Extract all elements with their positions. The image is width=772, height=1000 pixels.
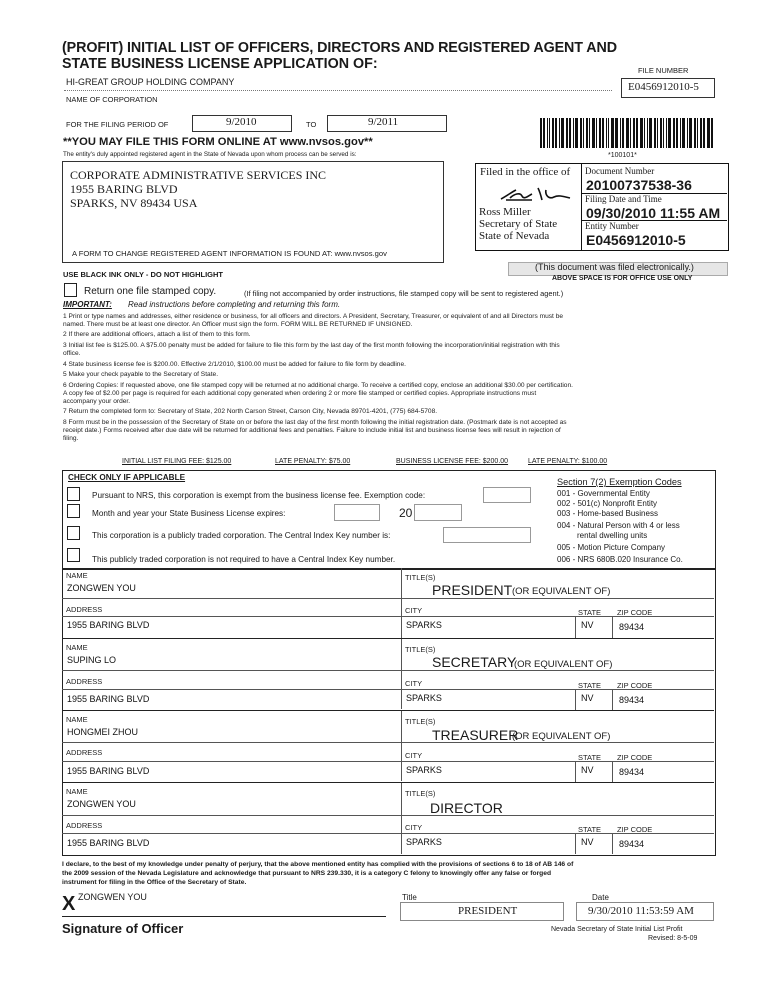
officer-address[interactable]: 1955 BARING BLVD [67, 766, 150, 776]
titles-label: TITLE(S) [405, 573, 436, 582]
period-to-value: 9/2011 [368, 116, 399, 128]
doc-number-value: 20100737538-36 [586, 177, 692, 193]
doc-number-label: Document Number [585, 166, 655, 176]
publicly-traded-checkbox[interactable] [67, 526, 80, 540]
no-cik-text: This publicly traded corporation is not required to have a Central Index Key number. [92, 555, 396, 564]
corporation-name: HI-GREAT GROUP HOLDING COMPANY [66, 77, 235, 87]
officer-state[interactable]: NV [581, 837, 594, 847]
name-label: NAME [66, 787, 88, 796]
exemption-code: 003 - Home-based Business [557, 509, 658, 518]
return-copy-strong: Return one file stamped copy. [84, 286, 217, 297]
officer-address[interactable]: 1955 BARING BLVD [67, 620, 150, 630]
form-title-line1: (PROFIT) INITIAL LIST OF OFFICERS, DIRECTORS AND REGISTERED AGENT AND [62, 40, 617, 56]
to-label: TO [306, 120, 317, 129]
state-label: STATE [578, 608, 602, 617]
officer-state[interactable]: NV [581, 765, 594, 775]
name-of-corporation-label: NAME OF CORPORATION [66, 95, 158, 104]
city-label: CITY [405, 606, 423, 615]
period-from-value: 9/2010 [226, 116, 257, 128]
instruction-item: 7 Return the completed form to: Secretary of State, 202 North Carson Street, Carson City, Nevada 89701-4201, (775) 684-5708. [63, 408, 438, 415]
exempt-option-text: Pursuant to NRS, this corporation is exempt from the business license fee. Exemption code: [92, 491, 426, 500]
officer-state[interactable]: NV [581, 620, 594, 630]
filed-in-text: Filed in the office of [480, 166, 571, 178]
exemption-codes-title: Section 7(2) Exemption Codes [557, 477, 682, 487]
instruction-item: 6 Ordering Copies: If requested above, one file stamped copy will be returned at no additional charge. To receive a certified copy, enclose an additional $30.00 per certification. [63, 382, 573, 389]
officer-name[interactable]: ZONGWEN YOU [67, 583, 136, 593]
titles-label: TITLE(S) [405, 717, 436, 726]
or-equivalent: (OR EQUIVALENT OF) [514, 659, 613, 670]
date-label: Date [592, 893, 609, 902]
instruction-item: 3 Initial list fee is $125.00. A $75.00 penalty must be added for failure to file this form by the last day of the first month following the incorporation/initial registration with this [63, 342, 560, 349]
titles-label: TITLE(S) [405, 789, 436, 798]
officer-name[interactable]: HONGMEI ZHOU [67, 727, 138, 737]
city-label: CITY [405, 751, 423, 760]
stamp-officer-title: Secretary of State [479, 218, 558, 230]
barcode [540, 118, 715, 150]
signature-title: PRESIDENT [458, 905, 518, 917]
name-label: NAME [66, 715, 88, 724]
electronic-notice: (This document was filed electronically.) [535, 262, 694, 272]
titles-label: TITLE(S) [405, 645, 436, 654]
license-expires-text: Month and year your State Business License expires: [92, 509, 286, 518]
instruction-item: named. There must be at least one director. An Officer must sign the form. FORM WILL BE RETURNED IF UNSIGNED. [63, 321, 413, 328]
declaration-line3: instrument for filing in the Office of the Secretary of State. [62, 879, 247, 886]
return-copy-rest: (If filing not accompanied by order instructions, file stamped copy will be sent to registered agent.) [244, 289, 564, 298]
filing-period-label: FOR THE FILING PERIOD OF [66, 120, 169, 129]
barcode-caption: *100101* [608, 152, 637, 159]
officer-state[interactable]: NV [581, 693, 594, 703]
license-year-input[interactable] [414, 504, 462, 521]
state-label: STATE [578, 825, 602, 834]
or-equivalent: (OR EQUIVALENT OF) [512, 586, 611, 597]
stamp-state: State of Nevada [479, 230, 550, 242]
city-label: CITY [405, 823, 423, 832]
no-cik-checkbox[interactable] [67, 548, 80, 562]
secretary-signature [498, 182, 576, 206]
file-number-label: FILE NUMBER [638, 66, 689, 75]
title-label: Title [402, 893, 417, 902]
black-ink-notice: USE BLACK INK ONLY - DO NOT HIGHLIGHT [63, 270, 224, 279]
signature-label: Signature of Officer [62, 921, 184, 936]
footer-form-name: Nevada Secretary of State Initial List Profit [551, 926, 683, 933]
officer-zip[interactable]: 89434 [619, 839, 645, 849]
agent-line1: CORPORATE ADMINISTRATIVE SERVICES INC [70, 168, 327, 182]
declaration-line2: the 2009 session of the Nevada Legislature and acknowledge that pursuant to NRS 239.330, it is a category C felony to knowingly offer any false or forged [62, 870, 552, 877]
state-label: STATE [578, 753, 602, 762]
filing-date-value: 09/30/2010 11:55 AM [586, 205, 721, 221]
important-text: Read instructions before completing and returning this form. [128, 300, 341, 309]
change-agent-notice: A FORM TO CHANGE REGISTERED AGENT INFORMATION IS FOUND AT: www.nvsos.gov [72, 249, 387, 258]
entity-number-value: E0456912010-5 [586, 232, 686, 248]
officer-address[interactable]: 1955 BARING BLVD [67, 694, 150, 704]
license-expires-checkbox[interactable] [67, 504, 80, 518]
name-label: NAME [66, 643, 88, 652]
publicly-traded-text: This corporation is a publicly traded corporation. The Central Index Key number is: [92, 531, 391, 540]
license-month-input[interactable] [334, 504, 380, 521]
exempt-checkbox[interactable] [67, 487, 80, 501]
officer-zip[interactable]: 89434 [619, 622, 645, 632]
instruction-item: receipt date.) Forms received after due date will be returned for additional fees and penalties. Failure to include initial list and business license fees will result in rejection of [63, 427, 561, 434]
zip-label: ZIP CODE [617, 681, 653, 690]
agent-notice: The entity's duly appointed registered agent in the State of Nevada upon whom process can be served is: [63, 151, 357, 158]
agent-line3: SPARKS, NV 89434 USA [70, 196, 198, 210]
officer-city[interactable]: SPARKS [406, 693, 442, 703]
agent-line2: 1955 BARING BLVD [70, 182, 178, 196]
instruction-item: 4 State business license fee is $200.00. Effective 2/1/2010, $100.00 must be added for failure to file form by deadline. [63, 361, 406, 368]
entity-number-label: Entity Number [585, 221, 639, 231]
instruction-item: 8 Form must be in the possession of the Secretary of State on or before the last day of the first month following the initial registration date. (Postmark date is not accepted as [63, 419, 567, 426]
officer-address[interactable]: 1955 BARING BLVD [67, 838, 150, 848]
exemption-code: 001 - Governmental Entity [557, 489, 650, 498]
instruction-item: office. [63, 350, 81, 357]
license-year-prefix: 20 [399, 506, 413, 520]
officer-zip[interactable]: 89434 [619, 767, 645, 777]
exemption-code: 006 - NRS 680B.020 Insurance Co. [557, 555, 683, 564]
state-label: STATE [578, 681, 602, 690]
instruction-item: 1 Print or type names and addresses, either residence or business, for all officers and directors. A President, Secretary, Treasurer, or equivalent of and all Directors must be [63, 313, 564, 320]
file-number-value: E0456912010-5 [628, 81, 699, 93]
instruction-item: 2 If there are additional officers, attach a list of them to this form. [63, 331, 251, 338]
address-label: ADDRESS [66, 677, 103, 686]
signature-x-mark: X [62, 893, 76, 915]
fee-late-penalty-1: LATE PENALTY: $75.00 [275, 458, 351, 465]
exemption-code: 005 - Motion Picture Company [557, 543, 666, 552]
officer-title[interactable]: PRESIDENT [432, 582, 513, 598]
instruction-item: accompany your order. [63, 398, 131, 405]
officer-name[interactable]: SUPING LO [67, 655, 117, 665]
signature-date: 9/30/2010 11:53:59 AM [588, 905, 694, 917]
signer-name[interactable]: ZONGWEN YOU [78, 892, 147, 902]
instruction-item: filing. [63, 435, 79, 442]
address-label: ADDRESS [66, 821, 103, 830]
exemption-code-input[interactable] [483, 487, 531, 503]
name-label: NAME [66, 571, 88, 580]
check-only-heading: CHECK ONLY IF APPLICABLE [68, 473, 186, 482]
address-label: ADDRESS [66, 748, 103, 757]
fee-late-penalty-2: LATE PENALTY: $100.00 [528, 458, 608, 465]
exemption-code: rental dwelling units [557, 531, 648, 540]
filing-date-label: Filing Date and Time [585, 194, 662, 204]
officer-zip[interactable]: 89434 [619, 695, 645, 705]
fee-business-license: BUSINESS LICENSE FEE: $200.00 [396, 458, 509, 465]
return-copy-checkbox[interactable] [64, 283, 77, 297]
address-label: ADDRESS [66, 605, 103, 614]
officer-title[interactable]: SECRETARY [432, 654, 517, 670]
or-equivalent: (OR EQUIVALENT OF) [512, 731, 611, 742]
officer-name[interactable]: ZONGWEN YOU [67, 799, 136, 809]
zip-label: ZIP CODE [617, 825, 653, 834]
online-notice: **YOU MAY FILE THIS FORM ONLINE AT www.nvsos.gov** [63, 136, 373, 148]
instruction-item: 5 Make your check payable to the Secretary of State. [63, 371, 219, 378]
footer-revision: Revised: 8-5-09 [648, 935, 698, 942]
zip-label: ZIP CODE [617, 753, 653, 762]
stamp-officer-name: Ross Miller [479, 206, 531, 218]
officer-city[interactable]: SPARKS [406, 765, 442, 775]
exemption-code: 002 - 501(c) Nonprofit Entity [557, 499, 658, 508]
zip-label: ZIP CODE [617, 608, 653, 617]
instruction-item: A copy fee of $2.00 per page is required for each additional copy generated when ordering 2 or more file stamped or certified copies. Appropriate instructions must [63, 390, 537, 397]
city-label: CITY [405, 679, 423, 688]
exemption-code: 004 - Natural Person with 4 or less [557, 521, 680, 530]
fee-initial-list: INITIAL LIST FILING FEE: $125.00 [122, 458, 232, 465]
office-use-notice: ABOVE SPACE IS FOR OFFICE USE ONLY [552, 275, 693, 282]
important-label: IMPORTANT: [63, 300, 112, 309]
officer-city[interactable]: SPARKS [406, 620, 442, 630]
officer-title[interactable]: DIRECTOR [430, 800, 503, 816]
officer-title[interactable]: TREASURER [432, 727, 519, 743]
cik-input[interactable] [443, 527, 531, 543]
form-title-line2: STATE BUSINESS LICENSE APPLICATION OF: [62, 56, 378, 72]
officer-city[interactable]: SPARKS [406, 837, 442, 847]
declaration-line1: I declare, to the best of my knowledge under penalty of perjury, that the above mentioned entity has complied with the provisions of sections 6 to 18 of AB 146 of [62, 861, 574, 868]
